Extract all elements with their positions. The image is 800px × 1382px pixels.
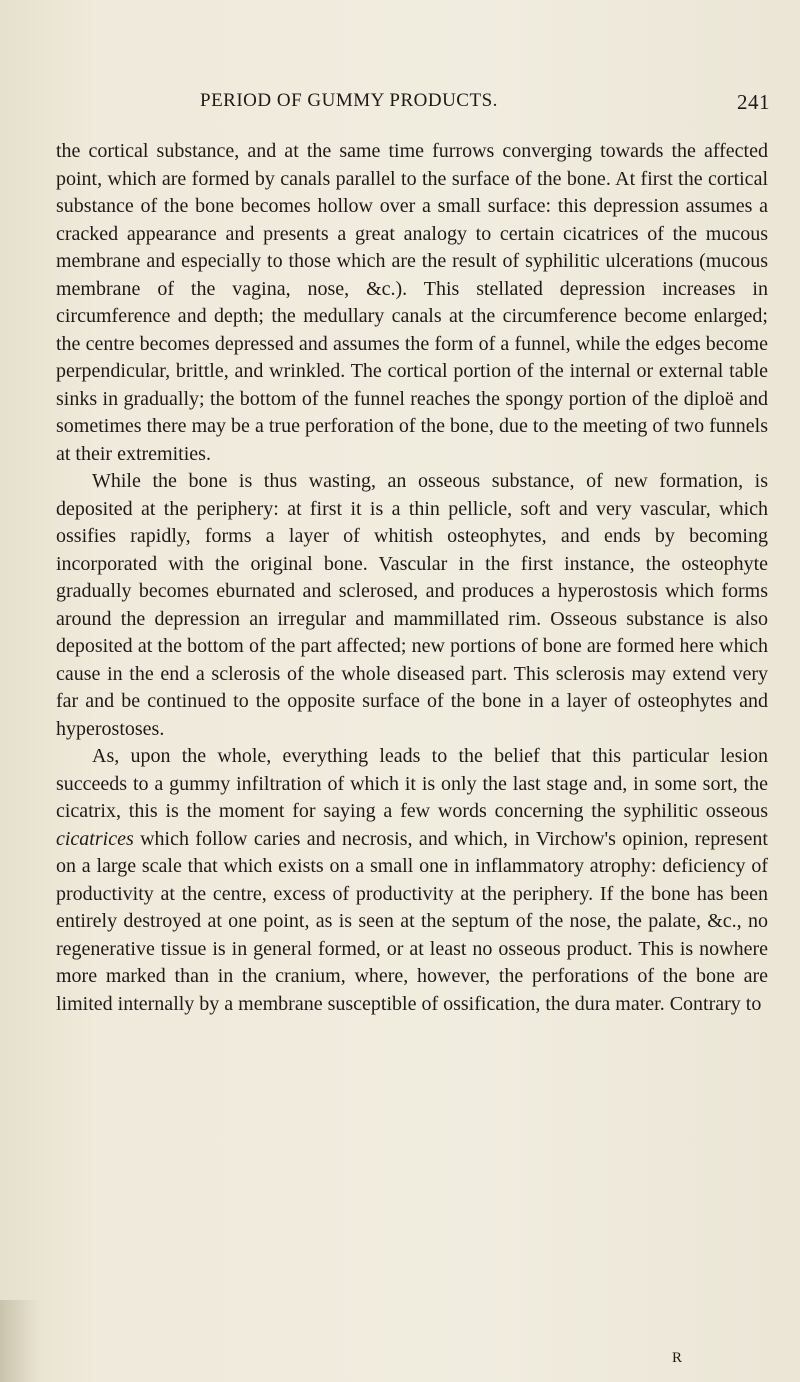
signature-mark: R <box>672 1350 684 1366</box>
paragraph-3-text-b: which follow caries and necrosis, and which, in Virchow's opinion, represent on a large scale that which exists on a small one in inflammatory atrophy: deficiency of productivity at the centre, excess of productivity at the periphery. If the bone has been entirely destroyed at one point, as is seen at the septum of the nose, the palate, &c., no regenerative tissue is in general formed, or at least no osseous product. This is nowhere more marked than in the cranium, where, however, the perforations of the bone are limited internally by a membrane susceptible of ossification, the dura mater. Contrary to <box>56 827 768 1015</box>
paragraph-1: the cortical substance, and at the same time furrows converging towards the affected point, which are formed by canals parallel to the surface of the bone. At first the cortical substance of the bone becomes hollow over a small surface: this depression assumes a cracked appearance and presents a great analogy to certain cicatrices of the mucous membrane and especially to those which are the result of syphilitic ulcerations (mucous membrane of the vagina, nose, &c.). This stellated depression increases in circumference and depth; the medullary canals at the circumference become enlarged; the centre becomes depressed and assumes the form of a funnel, while the edges become perpendicular, brittle, and wrinkled. The cortical portion of the internal or external table sinks in gradually; the bottom of the funnel reaches the spongy portion of the diploë and sometimes there may be a true perforation of the bone, due to the meeting of two funnels at their extremities. <box>56 140 768 465</box>
body-text <box>56 138 768 1018</box>
page-stain <box>0 1300 40 1382</box>
paragraph-3-italic: cicatrices <box>56 827 134 850</box>
paragraph-3 <box>56 743 768 1018</box>
running-title: PERIOD OF GUMMY PRODUCTS. <box>200 90 498 111</box>
paragraph-3-text-a: As, upon the whole, everything leads to the belief that this particular lesion succeeds to a gummy infiltration of which it is only the last stage and, in some sort, the cicatrix, this is the moment for saying a few words concerning the syphilitic osseous <box>56 745 768 822</box>
page-header <box>200 90 770 120</box>
page-number: 241 <box>737 90 770 114</box>
paragraph-2: While the bone is thus wasting, an osseous substance, of new formation, is deposited at the periphery: at first it is a thin pellicle, soft and very vascular, which ossifies rapidly, forms a layer of whitish osteophytes, and ends by becoming incorporated with the original bone. Vascular in the first instance, the osteophyte gradually becomes eburnated and sclerosed, and produces a hyperostosis which forms around the depression an irregular and mammillated rim. Osseous substance is also deposited at the bottom of the part affected; new portions of bone are formed here which cause in the end a sclerosis of the whole diseased part. This sclerosis may extend very far and be continued to the opposite surface of the bone in a layer of osteophytes and hyperostoses. <box>56 470 768 740</box>
